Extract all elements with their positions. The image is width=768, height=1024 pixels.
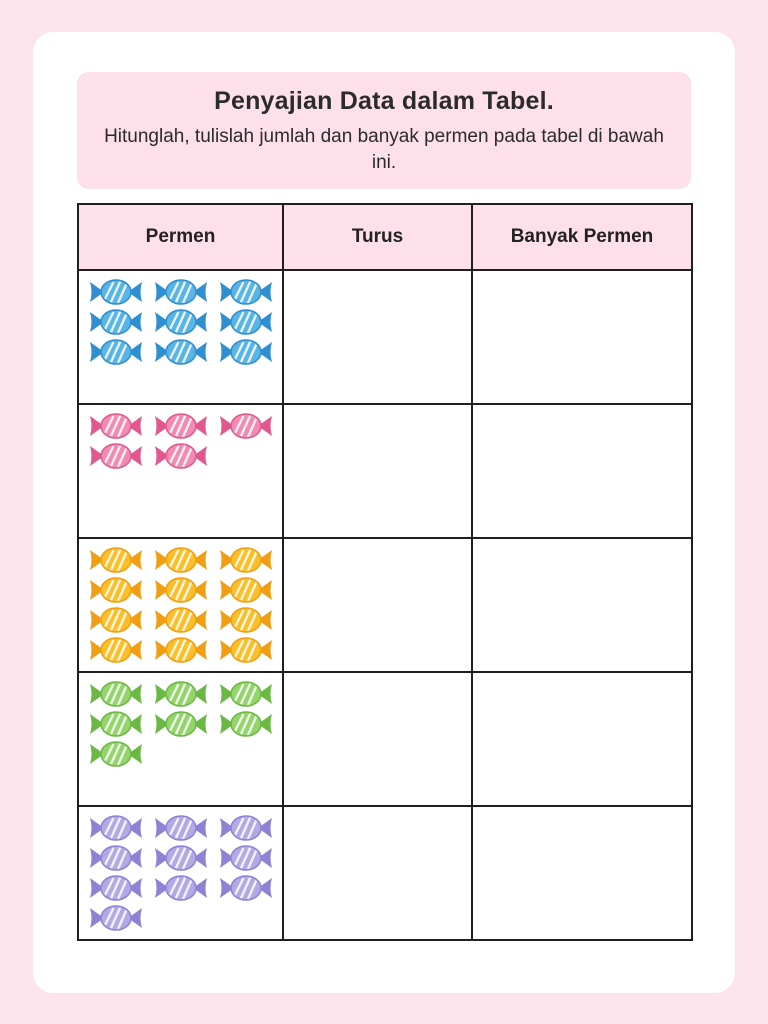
candy-icon <box>153 278 209 306</box>
candy-icon <box>218 606 274 634</box>
candy-icon <box>88 546 144 574</box>
table-row <box>78 806 692 940</box>
candy-icon <box>88 904 144 932</box>
candy-icon <box>153 710 209 738</box>
candy-icon <box>88 874 144 902</box>
column-header-permen: Permen <box>78 204 283 270</box>
instructions: Hitunglah, tulislah jumlah dan banyak permen pada tabel di bawah ini. <box>104 126 664 173</box>
banyak-permen-answer-cell[interactable] <box>472 672 692 806</box>
candy-picture-cell <box>78 538 283 672</box>
candy-icon <box>88 844 144 872</box>
candy-icon <box>153 576 209 604</box>
banyak-permen-answer-cell[interactable] <box>472 404 692 538</box>
candy-picture-cell <box>78 672 283 806</box>
candy-group <box>79 539 282 664</box>
table-row <box>78 404 692 538</box>
table-row <box>78 270 692 404</box>
candy-icon <box>153 606 209 634</box>
candy-icon <box>88 710 144 738</box>
turus-answer-cell[interactable] <box>283 538 472 672</box>
table-row <box>78 538 692 672</box>
candy-icon <box>88 278 144 306</box>
table-header-row <box>78 204 692 270</box>
candy-icon <box>218 278 274 306</box>
candy-group <box>79 673 282 768</box>
candy-icon <box>218 814 274 842</box>
candy-icon <box>218 412 274 440</box>
turus-answer-cell[interactable] <box>283 806 472 940</box>
candy-icon <box>153 442 209 470</box>
turus-answer-cell[interactable] <box>283 270 472 404</box>
candy-icon <box>88 576 144 604</box>
candy-icon <box>218 308 274 336</box>
banyak-permen-answer-cell[interactable] <box>472 538 692 672</box>
candy-icon <box>153 308 209 336</box>
candy-data-table <box>77 203 693 941</box>
candy-icon <box>218 680 274 708</box>
candy-picture-cell <box>78 404 283 538</box>
candy-icon <box>153 412 209 440</box>
candy-icon <box>153 814 209 842</box>
candy-icon <box>88 636 144 664</box>
column-header-turus: Turus <box>283 204 472 270</box>
candy-icon <box>153 844 209 872</box>
turus-answer-cell[interactable] <box>283 404 472 538</box>
candy-icon <box>88 606 144 634</box>
candy-icon <box>218 874 274 902</box>
page-title: Penyajian Data dalam Tabel. <box>214 87 554 115</box>
candy-icon <box>88 814 144 842</box>
candy-icon <box>153 874 209 902</box>
candy-icon <box>218 546 274 574</box>
candy-icon <box>88 680 144 708</box>
worksheet-header <box>77 72 691 189</box>
candy-picture-cell <box>78 270 283 404</box>
column-header-banyak-permen: Banyak Permen <box>472 204 692 270</box>
candy-icon <box>88 308 144 336</box>
candy-icon <box>218 636 274 664</box>
candy-picture-cell <box>78 806 283 940</box>
candy-icon <box>88 442 144 470</box>
candy-group <box>79 271 282 366</box>
candy-icon <box>88 338 144 366</box>
candy-icon <box>218 844 274 872</box>
candy-group <box>79 807 282 932</box>
candy-icon <box>88 412 144 440</box>
candy-icon <box>153 680 209 708</box>
banyak-permen-answer-cell[interactable] <box>472 270 692 404</box>
candy-icon <box>153 636 209 664</box>
worksheet-card <box>33 32 735 993</box>
banyak-permen-answer-cell[interactable] <box>472 806 692 940</box>
candy-icon <box>218 576 274 604</box>
table-body <box>78 270 692 940</box>
candy-icon <box>153 338 209 366</box>
turus-answer-cell[interactable] <box>283 672 472 806</box>
candy-group <box>79 405 282 470</box>
table-row <box>78 672 692 806</box>
candy-icon <box>218 338 274 366</box>
candy-icon <box>153 546 209 574</box>
candy-icon <box>88 740 144 768</box>
candy-icon <box>218 710 274 738</box>
